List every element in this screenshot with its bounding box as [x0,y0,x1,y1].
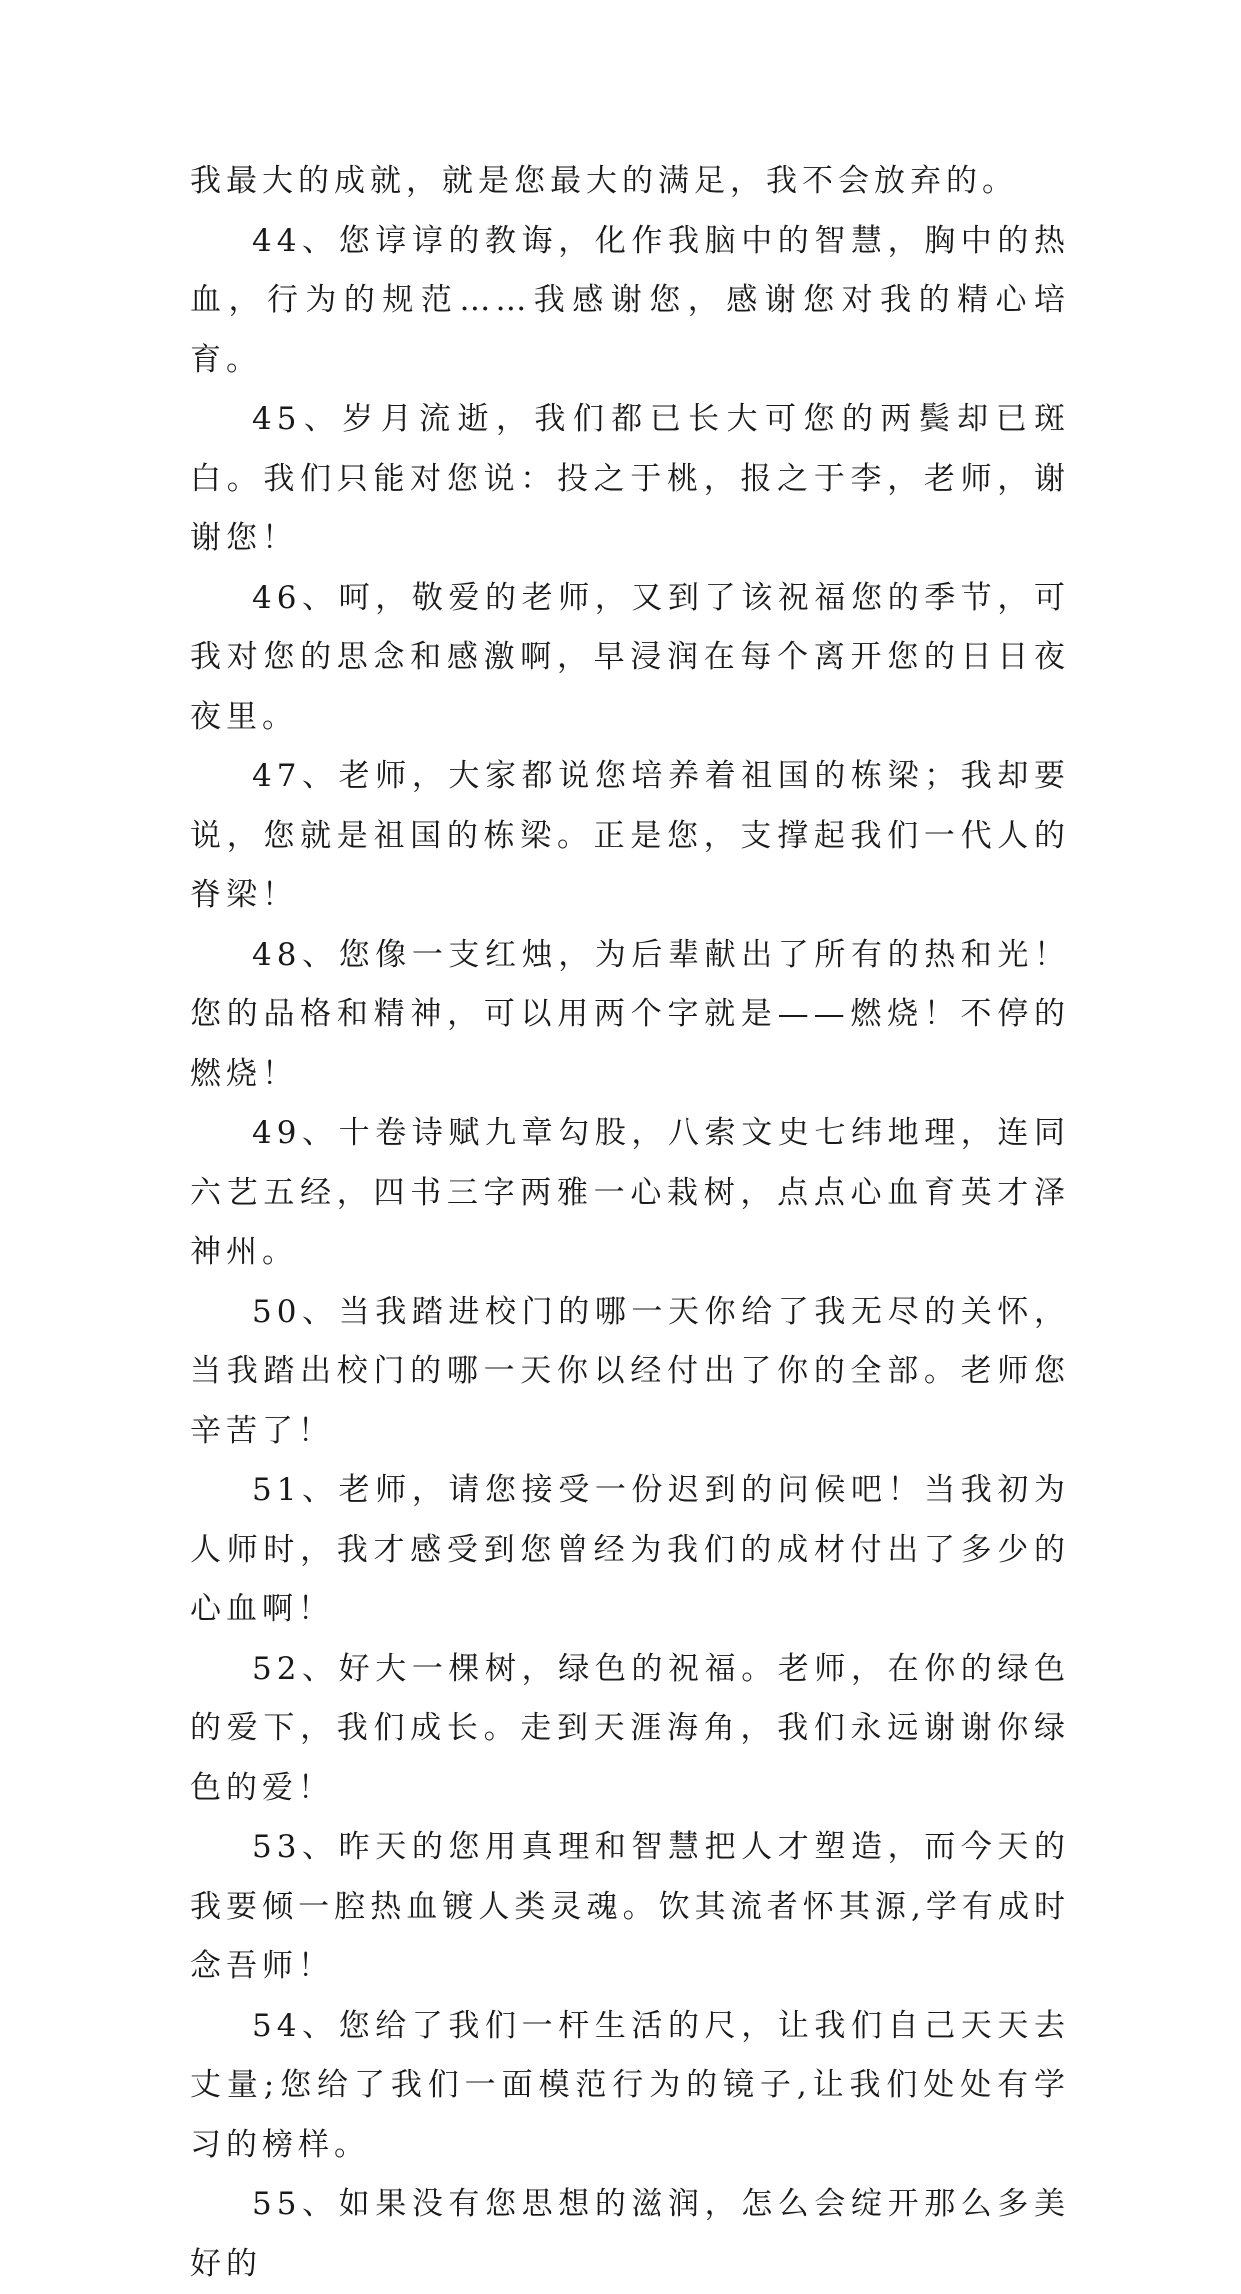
paragraph-53: 53、昨天的您用真理和智慧把人才塑造，而今天的我要倾一腔热血镀人类灵魂。饮其流者怀其源,学有成时念吾师！ [190,1829,1070,1984]
paragraph-51: 51、老师，请您接受一份迟到的问候吧！当我初为人师时，我才感受到您曾经为我们的成材付出了多少的心血啊！ [190,1472,1070,1627]
paragraph-45: 45、岁月流逝，我们都已长大可您的两鬓却已斑白。我们只能对您说：投之于桃，报之于李，老师，谢谢您！ [190,401,1070,556]
paragraph-52: 52、好大一棵树，绿色的祝福。老师，在你的绿色的爱下，我们成长。走到天涯海角，我们永远谢谢你绿色的爱！ [190,1650,1070,1806]
paragraph-55: 55、如果没有您思想的滋润，怎么会绽开那么多美好的 [190,2186,1070,2282]
paragraph-46: 46、呵，敬爱的老师，又到了该祝福您的季节，可我对您的思念和感激啊，早浸润在每个离开您的日日夜夜里。 [190,579,1070,735]
paragraph-47: 47、老师，大家都说您培养着祖国的栋梁；我却要说，您就是祖国的栋梁。正是您，支撑起我们一代人的脊梁！ [190,758,1070,913]
document-body [190,152,1070,2294]
paragraph-50: 50、当我踏进校门的哪一天你给了我无尽的关怀，当我踏出校门的哪一天你以经付出了你的全部。老师您辛苦了！ [190,1293,1070,1449]
paragraph-48: 48、您像一支红烛，为后辈献出了所有的热和光！您的品格和精神，可以用两个字就是——燃烧！不停的燃烧！ [190,936,1070,1092]
paragraph-continuation: 我最大的成就，就是您最大的满足，我不会放弃的。 [190,163,1018,199]
paragraph-44: 44、您谆谆的教诲，化作我脑中的智慧，胸中的热血，行为的规范……我感谢您，感谢您对我的精心培育。 [190,222,1070,378]
paragraph-54: 54、您给了我们一杆生活的尺，让我们自己天天去丈量;您给了我们一面模范行为的镜子,让我们处处有学习的榜样。 [190,2007,1070,2163]
paragraph-49: 49、十卷诗赋九章勾股，八索文史七纬地理，连同六艺五经，四书三字两雅一心栽树，点点心血育英才泽神州。 [190,1115,1070,1270]
